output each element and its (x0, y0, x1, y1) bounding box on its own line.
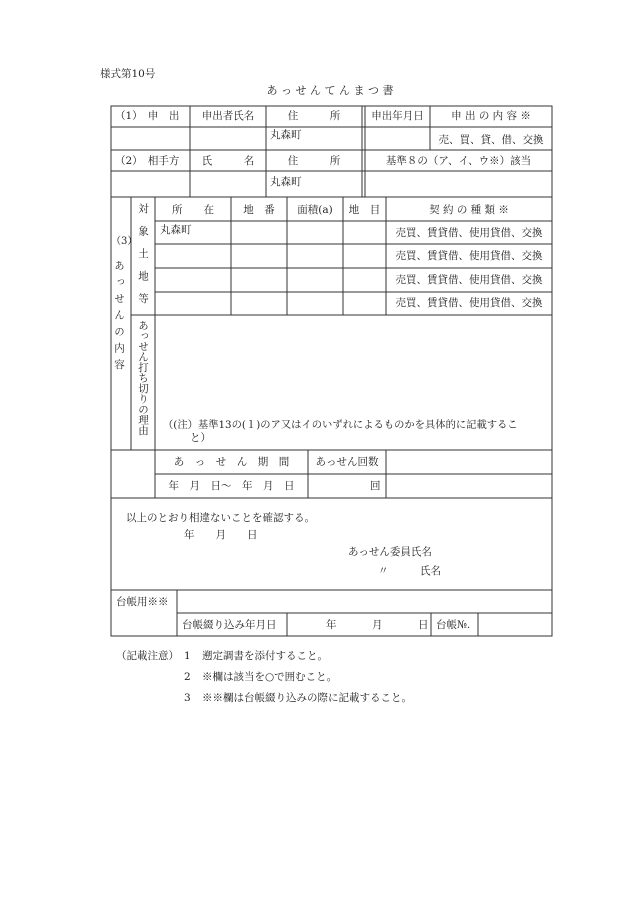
location-header: 所 在 (172, 204, 214, 216)
counterparty-section-label: （2） 相手方 (115, 155, 180, 167)
application-content-value: 売、買、貸、借、交換 (438, 134, 544, 146)
ledger-month: 月 (372, 619, 383, 631)
termination-note-line-1: （(注）基準13の(１)のア又はイのいずれによるものかを具体的に記載するこ (163, 419, 518, 431)
ledger-year: 年 (326, 619, 337, 631)
confirmation-statement: 以上のとおり相違ないことを確認する。 (126, 512, 315, 524)
application-date-header: 申出年月日 (371, 110, 424, 122)
ledger-filing-date-label: 台帳綴り込み年月日 (182, 619, 277, 631)
applicant-section-label: （1） 申 出 (115, 110, 180, 122)
note-1-text: 遡定調書を添付すること。 (202, 650, 328, 662)
document-title: あ っ せ ん て ん ま つ 書 (266, 84, 394, 97)
mediation-count-header: あっせん回数 (315, 456, 379, 468)
ditto-mark: 〃 (378, 565, 389, 577)
land-row-1-location: 丸森町 (160, 224, 192, 236)
mediation-section-title: あっせんの内容 (113, 260, 125, 376)
counterparty-address-value: 丸森町 (270, 176, 302, 188)
note-3-number: 3 (184, 692, 191, 704)
committee-name-label: 氏名 (420, 565, 441, 577)
land-row-3-contract: 売買、賃貸借、使用貸借、交換 (395, 274, 543, 286)
area-header: 面積(a) (297, 204, 333, 216)
mediation-period-header: あ っ せ ん 期 間 (173, 456, 290, 468)
note-3-text: ※※欄は台帳綴り込みの際に記載すること。 (202, 692, 412, 704)
mediation-period-value: 年 月 日〜 年 月 日 (168, 480, 295, 492)
applicant-address-value: 丸森町 (270, 129, 302, 141)
land-row-2-contract: 売買、賃貸借、使用貸借、交換 (395, 250, 543, 262)
application-content-header: 申 出 の 内 容 ※ (451, 110, 531, 122)
note-2-number: 2 (184, 671, 191, 683)
ledger-label: 台帳用※※ (116, 596, 169, 608)
counterparty-name-header: 氏 名 (201, 155, 255, 167)
criteria-applicability: 基準８の（ア、イ、ウ※）該当 (385, 155, 532, 167)
committee-member-label: あっせん委員氏名 (348, 546, 432, 558)
land-row-4-contract: 売買、賃貸借、使用貸借、交換 (395, 297, 543, 309)
lot-number-header: 地 番 (243, 204, 275, 216)
applicant-address-header: 住 所 (287, 110, 341, 122)
notes-title: （記載注意） (116, 650, 179, 662)
ledger-day: 日 (418, 619, 429, 631)
termination-reason-label: あっせん打ち切りの理由 (137, 320, 149, 436)
applicant-name-header: 申出者氏名 (201, 110, 255, 122)
land-category-header: 地 目 (348, 204, 381, 216)
target-land-label: 対象土地等 (137, 203, 149, 316)
counterparty-address-header: 住 所 (287, 155, 341, 167)
contract-type-header: 契 約 の 種 類 ※ (429, 204, 509, 216)
note-2-text: ※欄は該当を○で囲むこと。 (202, 671, 338, 683)
mediation-count-unit: 回 (370, 480, 381, 492)
termination-note-line-2: と） (190, 432, 211, 444)
confirmation-date: 年 月 日 (184, 529, 258, 541)
note-1-number: 1 (184, 650, 191, 662)
form-number: 様式第10号 (100, 68, 156, 80)
mediation-section-number: （3） (111, 236, 138, 247)
ledger-number-label: 台帳№. (436, 619, 471, 631)
land-row-1-contract: 売買、賃貸借、使用貸借、交換 (395, 227, 543, 239)
